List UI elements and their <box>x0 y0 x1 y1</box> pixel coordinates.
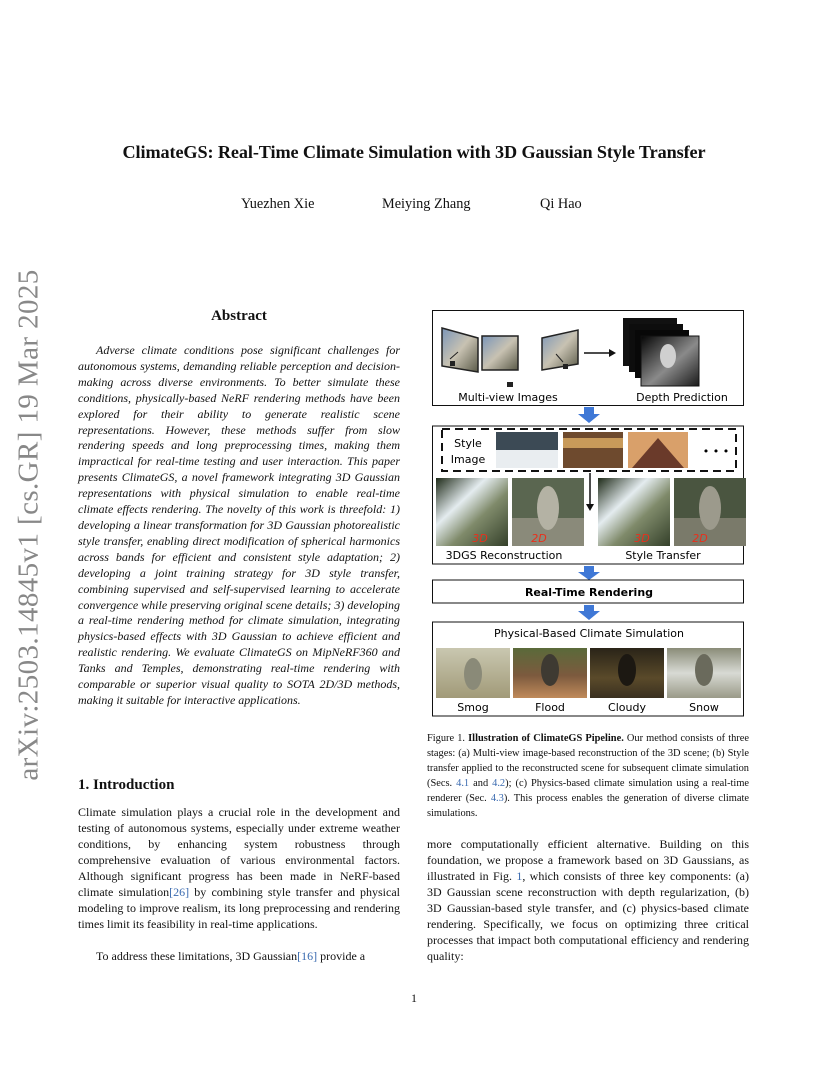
tag-3d-left: 3D <box>472 532 488 545</box>
label-recon: 3DGS Reconstruction <box>445 549 563 562</box>
author-2: Meiying Zhang <box>382 196 471 212</box>
label-smog: Smog <box>457 701 489 714</box>
label-realtime: Real-Time Rendering <box>524 586 654 599</box>
paper-title: ClimateGS: Real-Time Climate Simulation with 3D Gaussian Style Transfer <box>122 142 706 162</box>
label-cloudy: Cloudy <box>608 701 646 714</box>
figure-link[interactable]: 1 <box>516 868 523 883</box>
label-multiview: Multi-view Images <box>458 391 558 404</box>
intro-paragraph-3: more computationally efficient alternative. Building on this foundation, we propose a framework based on 3D Gaussians, as illustrated in Fig. 1, which consists of three key components: (a) 3D Gaussian scene reconstruction with depth regularization, (b) 3D Gaussian-based style transfer, and (c) physics-based climate rendering. Specifically, we focus on optimizing three critical processes that impact both computational efficiency and rendering quality: <box>427 837 749 963</box>
section-heading-introduction: 1. Introduction <box>78 777 175 793</box>
abstract-text: Adverse climate conditions pose significant challenges for autonomous systems, demanding reliable perception and decision-making across diverse environments. To better simulate these conditions, physically-based NeRF rendering methods have been explored for their ability to generate realistic scene representations. However, these methods suffer from slow rendering speeds and long preprocessing times, making them impractical for real-time testing and user interaction. This paper presents ClimateGS, a novel framework integrating 3D Gaussian representations with physical simulation to enable real-time climate effects rendering. The novelty of this work is threefold: 1) developing a linear transformation for 3D Gaussian photorealistic style transfer, enabling direct modification of spherical harmonics across bands for efficient and consistent style adaptation; 2) developing a joint training strategy for 3D style transfer, combining supervised and self-supervised learning to accelerate convergence while preserving original scene details; 3) developing a real-time rendering method for climate simulation, integrating physics-based effects with 3D Gaussian to achieve efficient and realistic rendering. We evaluate ClimateGS on MipNeRF360 and Tanks and Temples, demonstrating real-time rendering with comparable or superior visual quality to SOTA 2D/3D methods, making it suitable for interactive applications. <box>78 343 401 707</box>
page-number: 1 <box>411 991 417 1005</box>
label-snow: Snow <box>689 701 719 714</box>
label-transfer: Style Transfer <box>625 549 701 562</box>
flow-arrow <box>578 407 600 423</box>
author-3: Qi Hao <box>540 196 582 212</box>
tag-2d-left: 2D <box>531 532 547 545</box>
label-style: Style <box>454 437 482 450</box>
ellipsis: • • • <box>702 445 730 458</box>
intro-paragraph-2: To address these limitations, 3D Gaussian[16] provide a <box>96 949 366 963</box>
flow-arrow <box>578 566 600 580</box>
section-link[interactable]: 4.3 <box>490 793 504 804</box>
style-image-thumbnails <box>496 432 688 468</box>
label-physical: Physical-Based Climate Simulation <box>493 627 685 640</box>
label-flood: Flood <box>535 701 565 714</box>
author-1: Yuezhen Xie <box>241 196 315 212</box>
label-image: Image <box>450 453 486 466</box>
arxiv-stamp: arXiv:2503.14845v1 [cs.GR] 19 Mar 2025 <box>12 269 45 781</box>
abstract-heading: Abstract <box>211 308 267 324</box>
tag-3d-right: 3D <box>634 532 650 545</box>
label-depth: Depth Prediction <box>636 391 728 404</box>
pipeline-figure <box>432 310 746 718</box>
tag-2d-right: 2D <box>692 532 708 545</box>
section-link[interactable]: 4.2 <box>492 778 506 789</box>
citation-link[interactable]: [26] <box>169 884 190 899</box>
citation-link[interactable]: [16] <box>297 949 318 963</box>
flow-arrow <box>578 605 600 620</box>
intro-paragraph-1: Climate simulation plays a crucial role in the development and testing of autonomous systems, especially under extreme weather conditions, by enhancing system robustness through comprehensive evaluation of various environmental factors. Although significant progress has been made in NeRF-based climate simulation[26] by combining style transfer and physical modeling to improve realism, its long preprocessing and rendering times limit its feasibility in real-time applications. <box>78 805 401 931</box>
section-link[interactable]: 4.1 <box>456 778 470 789</box>
figure-caption: Figure 1. Illustration of ClimateGS Pipeline. Our method consists of three stages: (a) Multi-view image-based reconstruction of the 3D scene; (b) Style transfer applied to the reconstructed scene for subsequent climate simulation (Secs. 4.1 and 4.2); (c) Physics-based climate simulation using a real-time renderer (Sec. 4.3). This process enables the generation of diverse climate simulations. <box>427 733 750 819</box>
